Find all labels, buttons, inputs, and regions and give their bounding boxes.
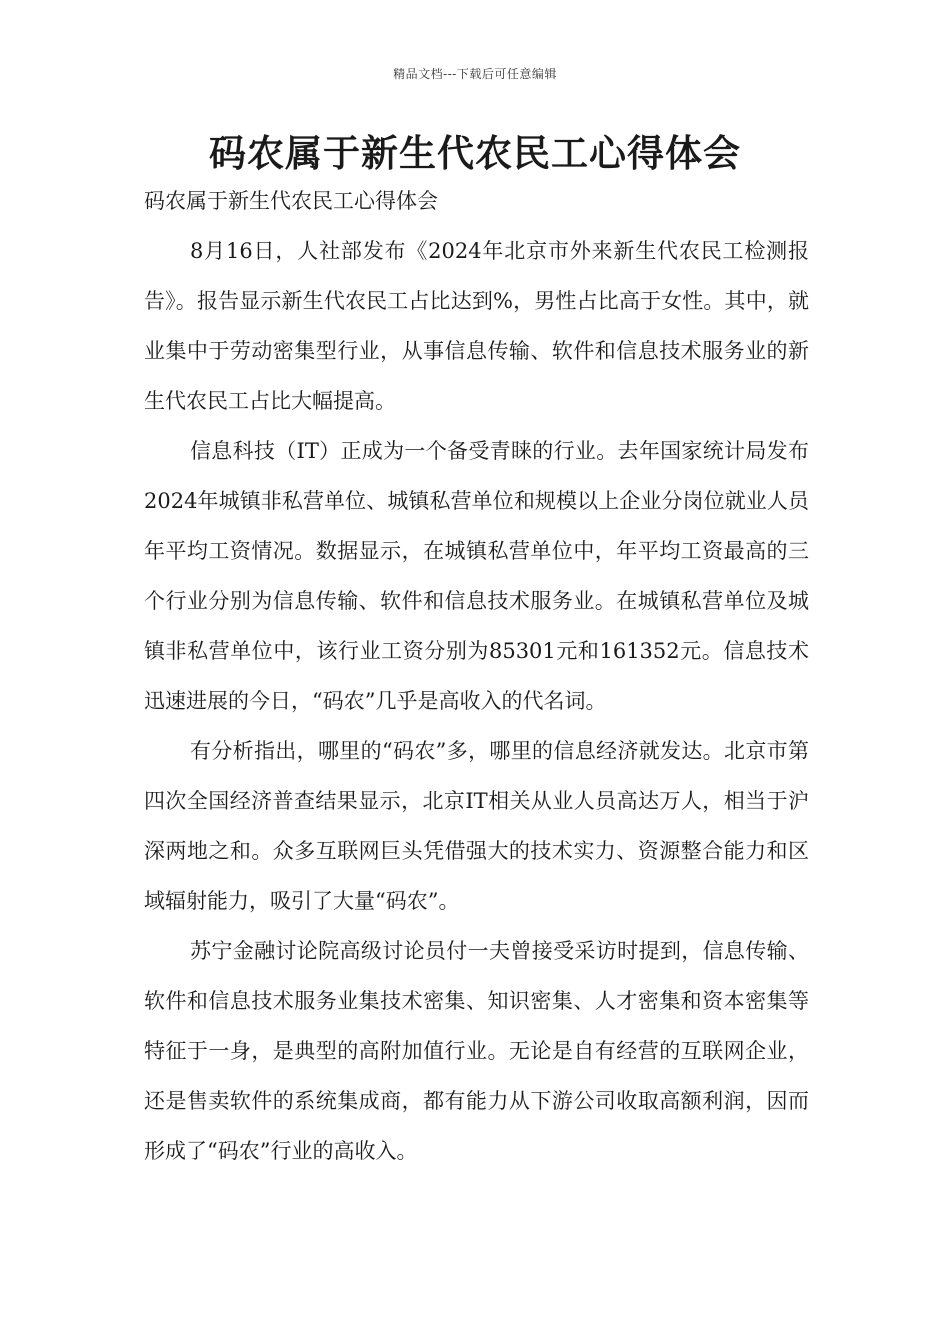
document-title: 码农属于新生代农民工心得体会 xyxy=(209,131,741,175)
paragraph-1: 8月16日，人社部发布《2024年北京市外来新生代农民工检测报告》。报告显示新生代农民工占比达到%，男性占比高于女性。其中，就业集中于劳动密集型行业，从事信息传输、软件和信息技术服务业的新生代农民工占比大幅提高。 xyxy=(144,239,809,413)
header-note: 精品文档---下载后可任意编辑 xyxy=(393,67,557,81)
document-body xyxy=(144,180,809,1176)
paragraph-2: 信息科技（IT）正成为一个备受青睐的行业。去年国家统计局发布2024年城镇非私营单位、城镇私营单位和规模以上企业分岗位就业人员年平均工资情况。数据显示，在城镇私营单位中，年平均工资最高的三个行业分别为信息传输、软件和信息技术服务业。在城镇私营单位及城镇非私营单位中，该行业工资分别为85301元和161352元。信息技术迅速进展的今日，“码农”几乎是高收入的代名词。 xyxy=(144,439,809,713)
document-subtitle: 码农属于新生代农民工心得体会 xyxy=(144,189,438,213)
paragraph-3: 有分析指出，哪里的“码农”多，哪里的信息经济就发达。北京市第四次全国经济普查结果显示，北京IT相关从业人员高达万人，相当于沪深两地之和。众多互联网巨头凭借强大的技术实力、资源整合能力和区域辐射能力，吸引了大量“码农”。 xyxy=(144,739,809,913)
paragraph-4: 苏宁金融讨论院高级讨论员付一夫曾接受采访时提到，信息传输、软件和信息技术服务业集技术密集、知识密集、人才密集和资本密集等特征于一身，是典型的高附加值行业。无论是自有经营的互联网企业，还是售卖软件的系统集成商，都有能力从下游公司收取高额利润，因而形成了“码农”行业的高收入。 xyxy=(144,939,809,1163)
